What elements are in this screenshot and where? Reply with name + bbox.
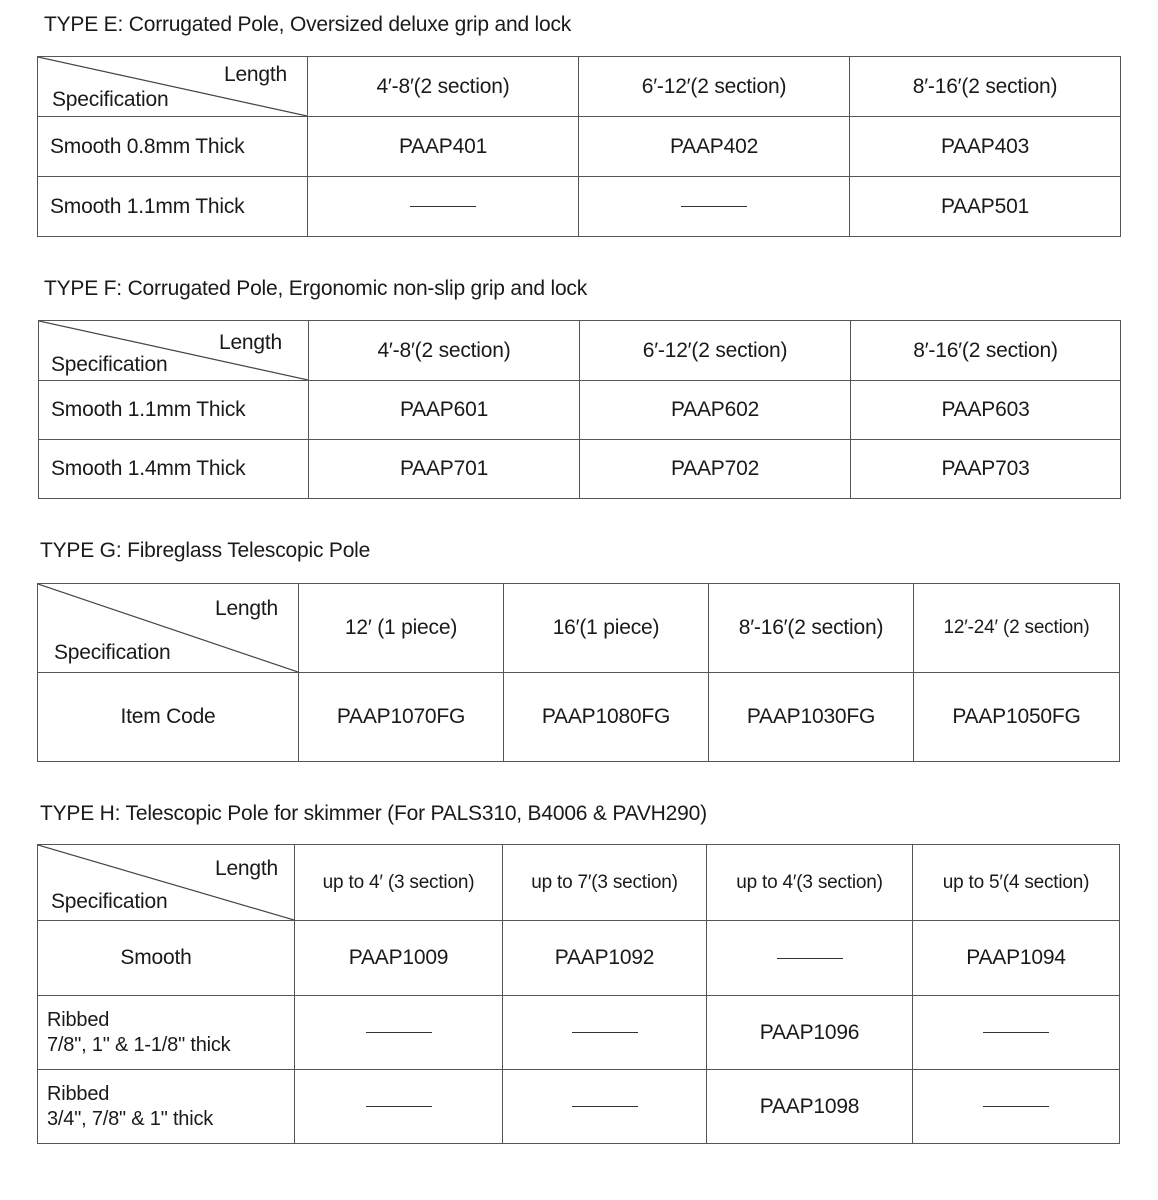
column-header: 8′-16′(2 section) (709, 584, 914, 673)
column-axis-label: Length (218, 331, 282, 354)
section-title-type-e: TYPE E: Corrugated Pole, Oversized deluxe grip and lock (44, 13, 572, 36)
table-row (39, 381, 1121, 440)
dash-placeholder (681, 206, 747, 207)
dash-placeholder (572, 1106, 638, 1107)
unavailable-cell (707, 921, 913, 996)
row-label: Smooth 1.1mm Thick (38, 177, 308, 237)
item-code-cell: PAAP1094 (913, 921, 1120, 996)
column-axis-label: Length (223, 63, 287, 86)
corner-header-cell (39, 321, 309, 381)
table-row (39, 440, 1121, 499)
unavailable-cell (913, 1070, 1120, 1144)
table-row (38, 177, 1121, 237)
column-header: 16′(1 piece) (504, 584, 709, 673)
item-code-cell: PAAP1096 (707, 996, 913, 1070)
row-label-title: Ribbed (47, 1082, 110, 1105)
item-code-cell: PAAP1030FG (709, 673, 914, 762)
table-row (38, 673, 1120, 762)
item-code-cell: PAAP402 (579, 117, 850, 177)
row-label (38, 996, 295, 1070)
column-header: 4′-8′(2 section) (309, 321, 580, 381)
dash-placeholder (366, 1106, 432, 1107)
corner-header-cell (38, 845, 295, 921)
column-header: 6′-12′(2 section) (580, 321, 851, 381)
item-code-cell: PAAP602 (580, 381, 851, 440)
unavailable-cell (503, 1070, 707, 1144)
column-axis-label: Length (214, 857, 278, 880)
dash-placeholder (777, 958, 843, 959)
row-label: Smooth (38, 921, 295, 996)
item-code-cell: PAAP603 (851, 381, 1121, 440)
table-type-f (38, 320, 1121, 499)
item-code-cell: PAAP1080FG (504, 673, 709, 762)
item-code-cell: PAAP401 (308, 117, 579, 177)
row-label: Smooth 1.4mm Thick (39, 440, 309, 499)
row-label-title: Ribbed (47, 1008, 110, 1031)
section-title-type-h: TYPE H: Telescopic Pole for skimmer (For PALS310, B4006 & PAVH290) (40, 802, 707, 825)
table-type-h (37, 844, 1120, 1144)
row-label-subtitle: 7/8", 1" & 1-1/8" thick (47, 1033, 231, 1056)
unavailable-cell (295, 996, 503, 1070)
section-title-type-f: TYPE F: Corrugated Pole, Ergonomic non-slip grip and lock (44, 277, 588, 300)
item-code-cell: PAAP1070FG (299, 673, 504, 762)
table-type-e (37, 56, 1121, 237)
item-code-cell: PAAP701 (309, 440, 580, 499)
table-type-g (37, 583, 1120, 762)
row-axis-label: Specification (54, 641, 171, 664)
row-label-subtitle: 3/4", 7/8" & 1" thick (47, 1107, 214, 1130)
column-header: up to 5′(4 section) (913, 845, 1120, 921)
item-code-cell: PAAP1009 (295, 921, 503, 996)
header-row (38, 57, 1121, 117)
item-code-cell: PAAP1050FG (914, 673, 1120, 762)
column-header: up to 7′(3 section) (503, 845, 707, 921)
column-header: 8′-16′(2 section) (851, 321, 1121, 381)
dash-placeholder (572, 1032, 638, 1033)
table-row (38, 921, 1120, 996)
row-label (38, 1070, 295, 1144)
item-code-cell: PAAP601 (309, 381, 580, 440)
header-row (39, 321, 1121, 381)
unavailable-cell (295, 1070, 503, 1144)
table-row (38, 996, 1120, 1070)
corner-header-cell (38, 57, 308, 117)
item-code-cell: PAAP501 (850, 177, 1121, 237)
item-code-cell: PAAP1098 (707, 1070, 913, 1144)
column-header: 6′-12′(2 section) (579, 57, 850, 117)
column-header: up to 4′ (3 section) (295, 845, 503, 921)
item-code-cell: PAAP403 (850, 117, 1121, 177)
dash-placeholder (410, 206, 476, 207)
row-label: Item Code (38, 673, 299, 762)
column-header: 12′ (1 piece) (299, 584, 504, 673)
section-title-type-g: TYPE G: Fibreglass Telescopic Pole (40, 539, 371, 562)
table-row (38, 1070, 1120, 1144)
row-label: Smooth 1.1mm Thick (39, 381, 309, 440)
column-header: 8′-16′(2 section) (850, 57, 1121, 117)
unavailable-cell (913, 996, 1120, 1070)
unavailable-cell (503, 996, 707, 1070)
header-row (38, 845, 1120, 921)
dash-placeholder (983, 1032, 1049, 1033)
column-header: up to 4′(3 section) (707, 845, 913, 921)
unavailable-cell (579, 177, 850, 237)
table-row (38, 117, 1121, 177)
dash-placeholder (366, 1032, 432, 1033)
item-code-cell: PAAP703 (851, 440, 1121, 499)
column-header: 12′-24′ (2 section) (914, 584, 1120, 673)
unavailable-cell (308, 177, 579, 237)
column-header: 4′-8′(2 section) (308, 57, 579, 117)
item-code-cell: PAAP702 (580, 440, 851, 499)
row-axis-label: Specification (52, 88, 169, 111)
row-axis-label: Specification (51, 890, 168, 913)
header-row (38, 584, 1120, 673)
corner-header-cell (38, 584, 299, 673)
row-axis-label: Specification (51, 353, 168, 376)
column-axis-label: Length (214, 597, 278, 620)
row-label: Smooth 0.8mm Thick (38, 117, 308, 177)
dash-placeholder (983, 1106, 1049, 1107)
item-code-cell: PAAP1092 (503, 921, 707, 996)
